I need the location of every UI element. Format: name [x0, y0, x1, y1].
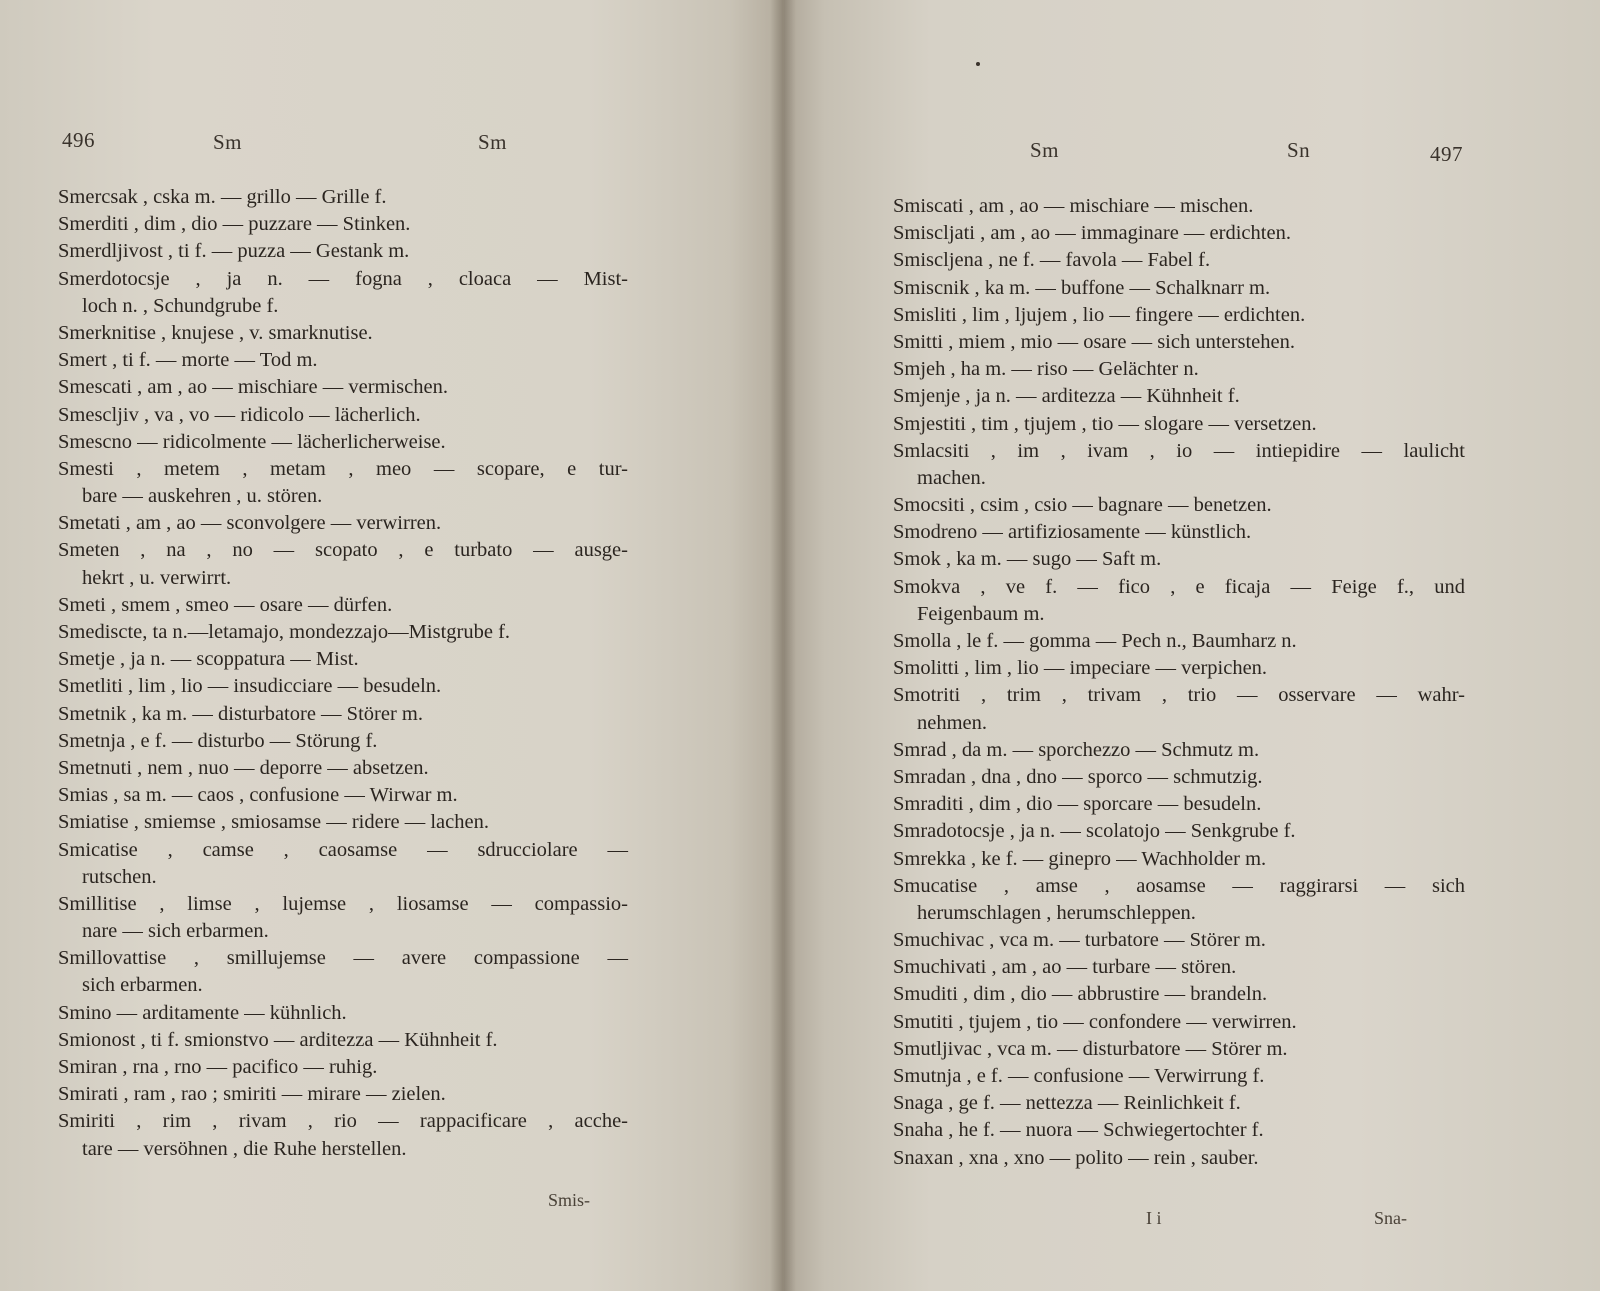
entry-line: Smolla , le f. — gomma — Pech n., Baumharz n.	[893, 630, 1297, 652]
entry-line: Smescljiv , va , vo — ridicolo — lächerlich.	[58, 403, 421, 426]
entry-line: Smocsiti , csim , csio — bagnare — benetzen.	[893, 494, 1272, 517]
entry-line: Smerknitise , knujese , v. smarknutise.	[58, 321, 373, 344]
entry-line: Smesti , metem , metam , meo — scopare, e tur-	[58, 457, 628, 480]
right-page	[784, 0, 1600, 1291]
entry-line: Smiscati , am , ao — mischiare — mischen.	[893, 195, 1254, 217]
entry-line: bare — auskehren , u. stören.	[82, 485, 323, 508]
entry-line: Snaga , ge f. — nettezza — Reinlichkeit f.	[893, 1092, 1241, 1115]
book-gutter	[770, 0, 796, 1291]
entry-line: Snaxan , xna , xno — polito — rein , sauber.	[893, 1146, 1259, 1169]
entry-line: Smrekka , ke f. — ginepro — Wachholder m.	[893, 847, 1267, 870]
entry-line: Smerditi , dim , dio — puzzare — Stinken.	[58, 213, 411, 236]
entry-line: Smiran , rna , rno — pacifico — ruhig.	[58, 1056, 378, 1078]
entry-line: herumschlagen , herumschleppen.	[917, 901, 1196, 924]
entry-line: Feigenbaum m.	[917, 602, 1045, 625]
page-number-right: 497	[1430, 142, 1463, 166]
entry-line: Smescati , am , ao — mischiare — vermischen.	[58, 376, 448, 399]
catchword-right: Sna-	[1374, 1208, 1407, 1228]
entry-line: Smetnja , e f. — disturbo — Störung f.	[58, 729, 378, 752]
entry-line: Smetnik , ka m. — disturbatore — Störer m.	[58, 702, 423, 725]
catchword-left: Smis-	[548, 1190, 591, 1210]
entry-line: Smiatise , smiemse , smiosamse — ridere — lachen.	[58, 811, 489, 834]
entry-line: Smercsak , cska m. — grillo — Grille f.	[58, 186, 387, 208]
entry-line: Smerdljivost , ti f. — puzza — Gestank m.	[58, 240, 410, 263]
page-number-left: 496	[62, 128, 95, 152]
running-head-right-2: Sn	[1287, 138, 1311, 162]
entry-line: Smetje , ja n. — scoppatura — Mist.	[58, 648, 359, 671]
entry-line: Smert , ti f. — morte — Tod m.	[58, 349, 318, 372]
entry-line: Smitti , miem , mio — osare — sich unterstehen.	[893, 330, 1295, 353]
entry-line: Smraditi , dim , dio — sporcare — besudeln.	[893, 793, 1262, 816]
entry-line: Smutiti , tjujem , tio — confondere — verwirren.	[893, 1010, 1297, 1033]
entry-line: Smetati , am , ao — sconvolgere — verwirren.	[58, 512, 442, 535]
entry-line: Smolitti , lim , lio — impeciare — verpichen.	[893, 657, 1268, 680]
ink-dot	[976, 62, 980, 66]
dictionary-entries-right	[893, 193, 1465, 1172]
entry-line: Smias , sa m. — caos , confusione — Wirwar m.	[58, 784, 458, 807]
entry-line: Smucatise , amse , aosamse — raggirarsi — sich	[893, 874, 1465, 897]
entry-line: Smradan , dna , dno — sporco — schmutzig.	[893, 765, 1263, 788]
entry-line: Smeti , smem , smeo — osare — dürfen.	[58, 593, 393, 616]
entry-line: loch n. , Schundgrube f.	[82, 294, 279, 317]
entry-line: Smrad , da m. — sporchezzo — Schmutz m.	[893, 738, 1260, 761]
entry-line: Smradotocsje , ja n. — scolatojo — Senkgrube f.	[893, 820, 1296, 843]
entry-line: sich erbarmen.	[82, 974, 203, 997]
entry-line: Smotriti , trim , trivam , trio — osservare — wahr-	[893, 684, 1465, 707]
entry-line: Smjestiti , tim , tjujem , tio — slogare — versetzen.	[893, 412, 1317, 435]
entry-line: Smiscnik , ka m. — buffone — Schalknarr m.	[893, 276, 1271, 299]
entry-line: Smescno — ridicolmente — lächerlicherweise.	[58, 430, 446, 453]
running-head-left-1: Sm	[213, 130, 243, 154]
entry-line: tare — versöhnen , die Ruhe herstellen.	[82, 1137, 407, 1160]
entry-line: Smlacsiti , im , ivam , io — intiepidire — laulicht	[893, 439, 1465, 462]
entry-line: Smeten , na , no — scopato , e turbato — ausge-	[58, 539, 628, 562]
left-page	[0, 0, 784, 1291]
entry-line: Smerdotocsje , ja n. — fogna , cloaca — Mist-	[58, 267, 628, 290]
entry-line: Smisliti , lim , ljujem , lio — fingere — erdichten.	[893, 303, 1306, 326]
entry-line: Smediscte, ta n.—letamajo, mondezzajo—Mistgrube f.	[58, 621, 511, 643]
entry-line: Smionost , ti f. smionstvo — arditezza — Kühnheit f.	[58, 1028, 498, 1051]
entry-line: Smirati , ram , rao ; smiriti — mirare — zielen.	[58, 1083, 446, 1106]
entry-line: Smiscljati , am , ao — immaginare — erdichten.	[893, 222, 1291, 245]
entry-line: Smuchivac , vca m. — turbatore — Störer m.	[893, 929, 1266, 952]
entry-line: hekrt , u. verwirrt.	[82, 566, 232, 589]
entry-line: nare — sich erbarmen.	[82, 920, 269, 943]
signature-mark: I i	[1146, 1208, 1162, 1228]
entry-line: Smjenje , ja n. — arditezza — Kühnheit f.	[893, 385, 1240, 408]
entry-line: Smiriti , rim , rivam , rio — rappacificare , acche-	[58, 1110, 628, 1133]
entry-line: machen.	[917, 466, 986, 489]
entry-line: Smokva , ve f. — fico , e ficaja — Feige f., und	[893, 575, 1465, 598]
entry-line: Smok , ka m. — sugo — Saft m.	[893, 548, 1162, 571]
running-head-right-1: Sm	[1030, 138, 1060, 162]
entry-line: Smillovattise , smillujemse — avere compassione —	[58, 947, 628, 970]
dictionary-entries-left	[58, 184, 628, 1163]
entry-line: Smodreno — artifiziosamente — künstlich.	[893, 521, 1252, 544]
entry-line: Smutljivac , vca m. — disturbatore — Störer m.	[893, 1037, 1288, 1060]
entry-line: Smillitise , limse , lujemse , liosamse — compassio-	[58, 892, 628, 915]
running-head-left-2: Sm	[478, 130, 508, 154]
entry-line: Smiscljena , ne f. — favola — Fabel f.	[893, 249, 1211, 272]
entry-line: Smuchivati , am , ao — turbare — stören.	[893, 956, 1237, 979]
entry-line: nehmen.	[917, 711, 988, 734]
entry-line: Smjeh , ha m. — riso — Gelächter n.	[893, 358, 1199, 381]
entry-line: Snaha , he f. — nuora — Schwiegertochter f.	[893, 1119, 1264, 1142]
entry-line: Smuditi , dim , dio — abbrustire — brandeln.	[893, 983, 1268, 1006]
entry-line: Smutnja , e f. — confusione — Verwirrung f.	[893, 1065, 1265, 1087]
entry-line: Smetliti , lim , lio — insudicciare — besudeln.	[58, 675, 442, 698]
entry-line: rutschen.	[82, 865, 157, 888]
entry-line: Smetnuti , nem , nuo — deporre — absetzen.	[58, 756, 429, 779]
entry-line: Smicatise , camse , caosamse — sdrucciolare —	[58, 838, 628, 861]
entry-line: Smino — arditamente — kühnlich.	[58, 1001, 347, 1024]
